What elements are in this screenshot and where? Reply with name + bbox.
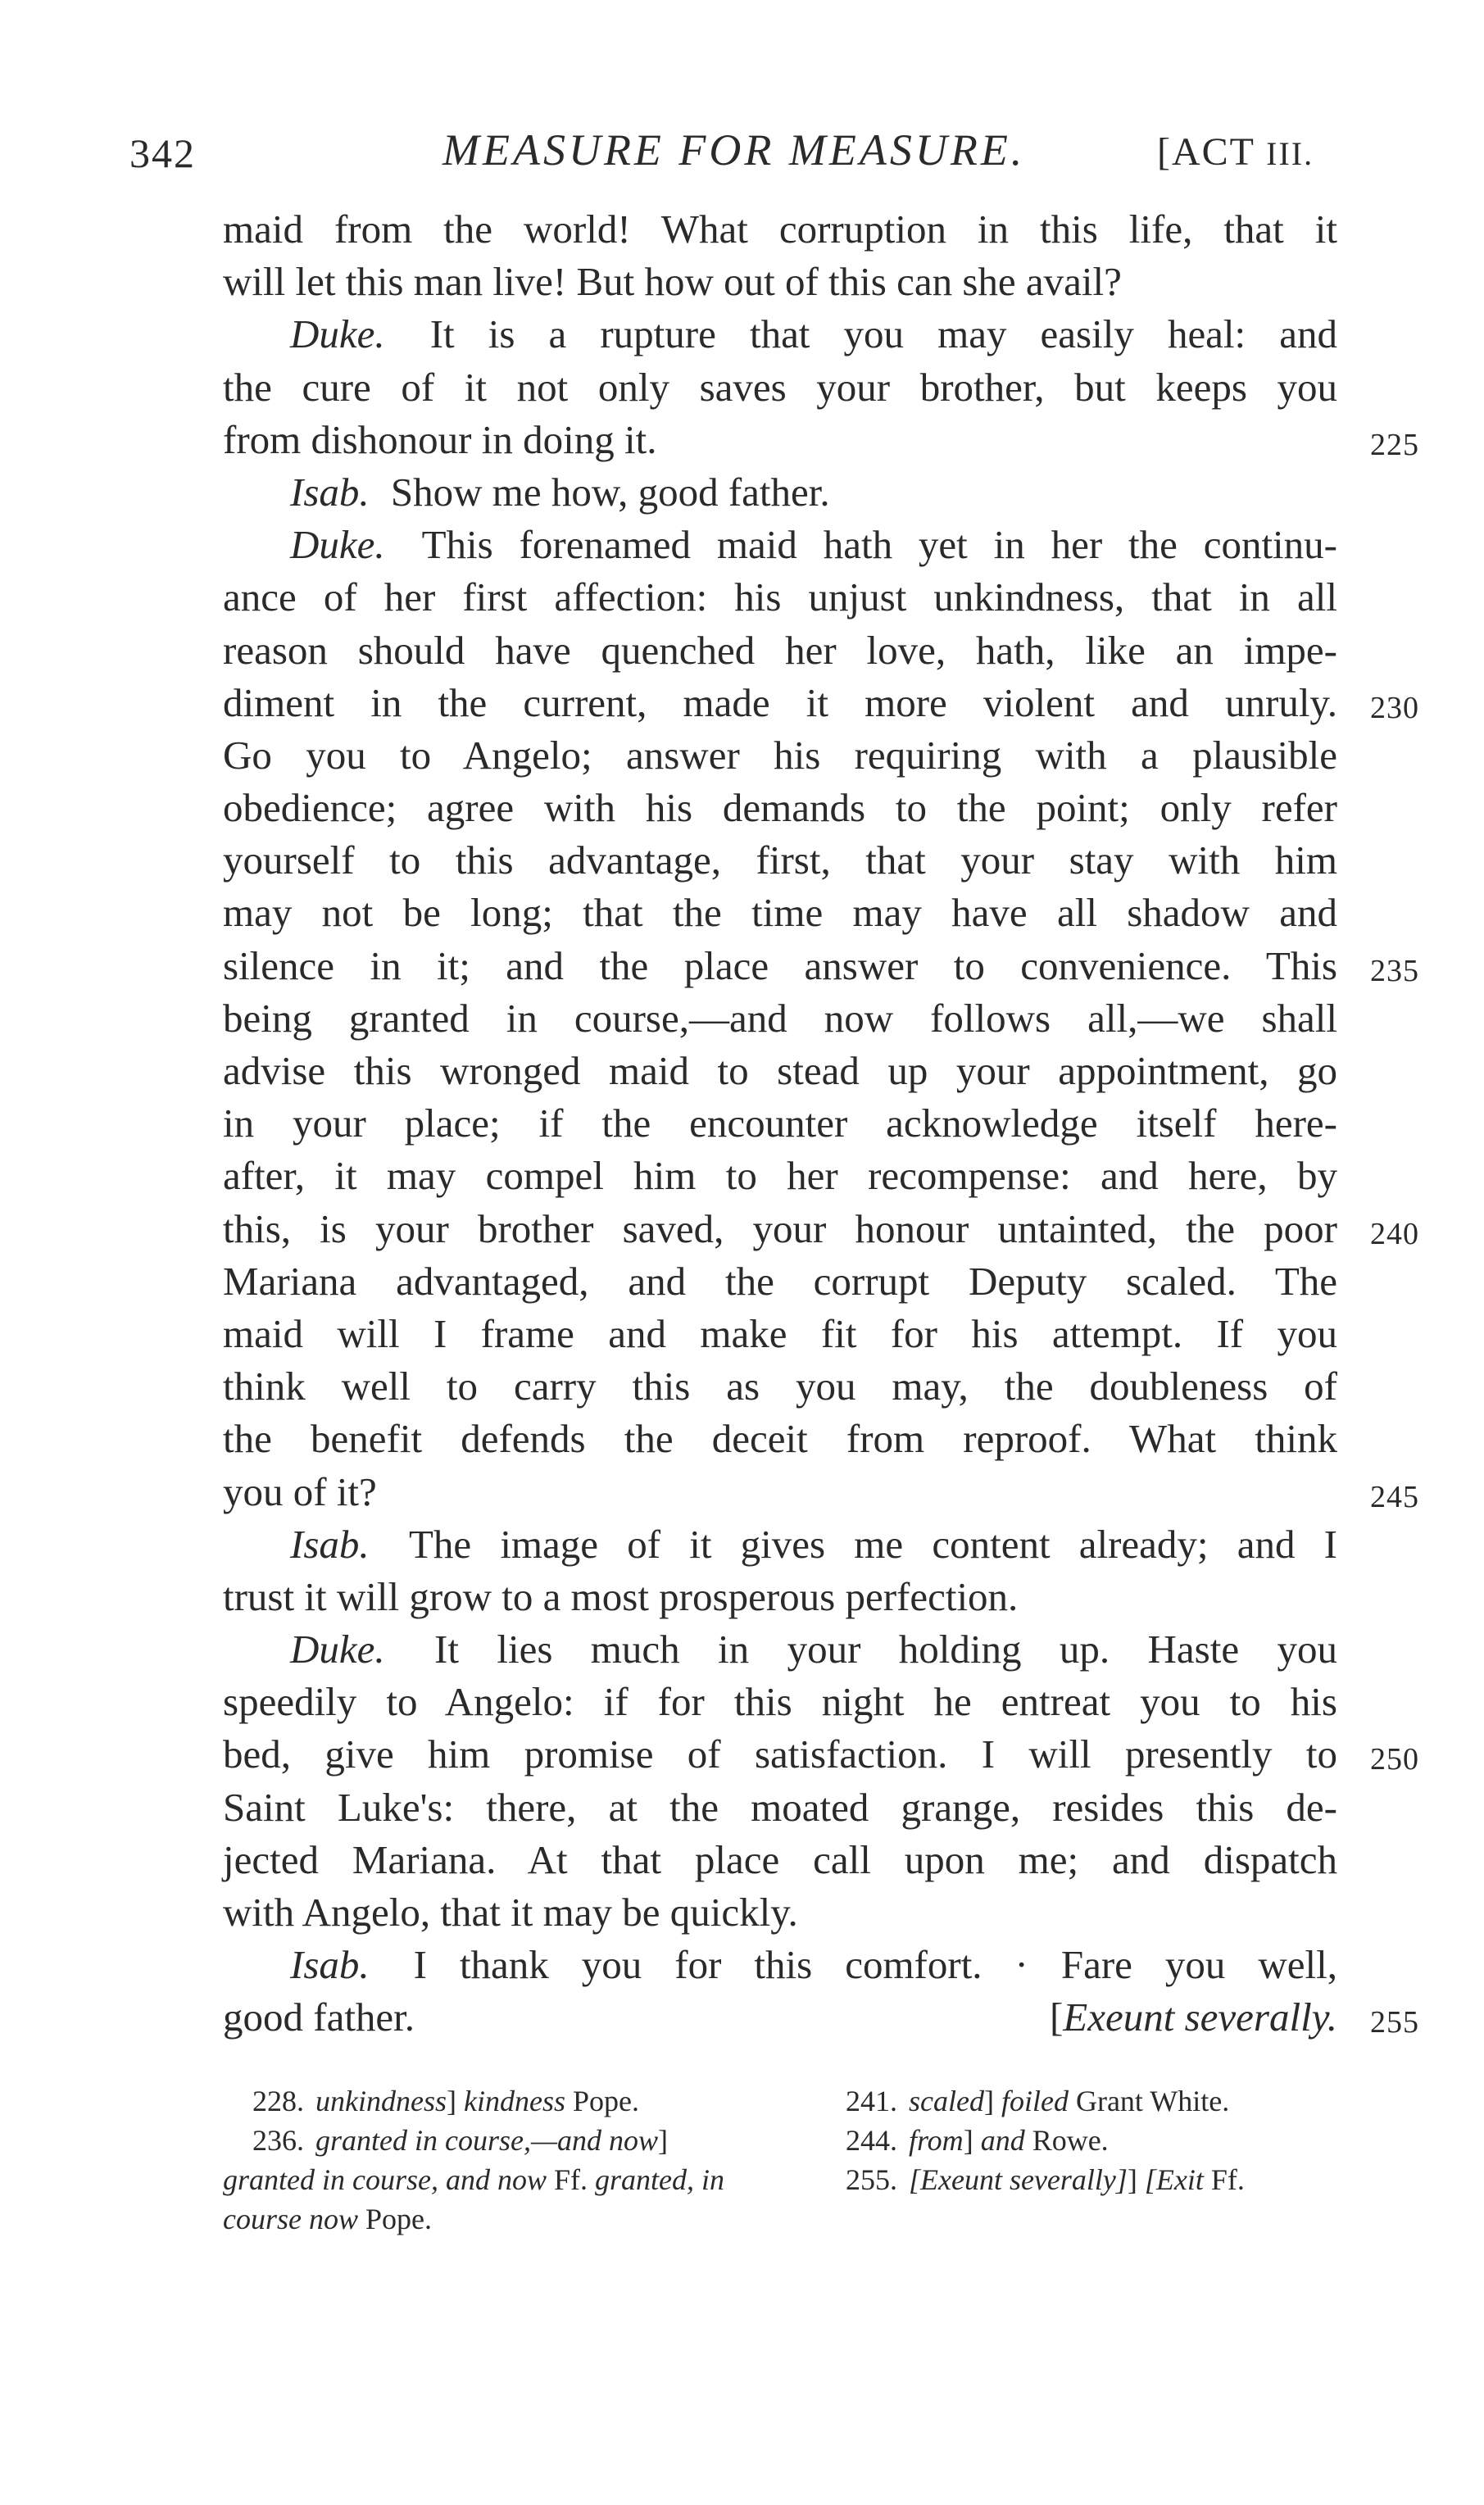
footnote-reading: granted, in course now [223, 2163, 724, 2235]
text-line [223, 414, 1419, 466]
speaker-name: Duke. [290, 522, 385, 568]
line-text [223, 1728, 1337, 1781]
line-number: 245 [1370, 1479, 1419, 1514]
footnotes-left-column [223, 2081, 756, 2239]
text-line [223, 203, 1337, 256]
footnote-reading: and [980, 2124, 1025, 2157]
footnote-line-number: 241. [846, 2085, 897, 2117]
footnote-lemma: scaled [909, 2085, 984, 2117]
line-text [223, 887, 1337, 939]
footnote-reading: [Exit [1144, 2163, 1204, 2196]
footnote-line-number: 244. [846, 2124, 897, 2157]
line-content: Mariana advantaged, and the corrupt Deputy scaled. The [223, 1258, 1337, 1304]
line-content: this, is your brother saved, your honour untainted, the poor [223, 1205, 1337, 1251]
text-line [223, 1255, 1337, 1308]
text-line [223, 624, 1337, 677]
line-text [223, 834, 1337, 887]
text-line [223, 308, 1337, 361]
running-header [123, 113, 1401, 187]
text-line [223, 1413, 1337, 1465]
line-text [223, 466, 830, 519]
line-content: good father. [223, 1994, 415, 2040]
act-numeral: III. [1266, 135, 1314, 172]
line-text [223, 1518, 1337, 1571]
speaker-name: Isab. [290, 1942, 370, 1988]
footnote-lemma: unkindness [315, 2085, 447, 2117]
line-text [223, 1571, 1018, 1623]
footnote-source: Ff. [553, 2163, 588, 2196]
text-line [223, 519, 1337, 571]
line-content: ance of her first affection: his unjust unkindness, that in all [223, 574, 1337, 620]
footnote-source: Pope. [365, 2203, 432, 2235]
line-text [223, 1676, 1337, 1728]
text-line [223, 1308, 1337, 1360]
line-content: after, it may compel him to her recompense: and here, by [223, 1153, 1337, 1199]
footnote-lemma: from [909, 2124, 964, 2157]
footnote-main: 241. scaled] foiled Grant White. [846, 2085, 1230, 2117]
footnotes-right-column [846, 2081, 1378, 2199]
line-text [223, 729, 1337, 782]
text-line [223, 1571, 1337, 1623]
play-text [223, 203, 1419, 2044]
footnote-line-number: 236. [252, 2124, 304, 2157]
line-text [223, 1834, 1337, 1886]
footnote [846, 2121, 1378, 2160]
line-content: The image of it gives me content already; and I [408, 1521, 1337, 1567]
line-text [223, 624, 1337, 677]
stage-direction-text: Exeunt severally. [1063, 1994, 1337, 2040]
text-line [223, 1097, 1337, 1150]
line-content: yourself to this advantage, first, that your stay with him [223, 837, 1337, 883]
footnote-main: 228. unkindness] kindness Pope. [252, 2085, 639, 2117]
line-content: Show me how, good father. [390, 469, 830, 515]
footnote [223, 2121, 756, 2239]
stage-direction [1050, 1991, 1337, 2044]
line-text [223, 940, 1337, 992]
line-text [223, 256, 1122, 308]
line-content: advise this wronged maid to stead up your appointment, go [223, 1048, 1337, 1093]
line-content: the cure of it not only saves your brother, but keeps you [223, 364, 1337, 410]
line-text [223, 1991, 415, 2044]
footnote [223, 2081, 756, 2121]
footnote [846, 2081, 1378, 2121]
footnote-main: 255. [Exeunt severally]] [Exit Ff. [846, 2163, 1245, 2196]
footnote-reading: kindness [463, 2085, 565, 2117]
line-content: obedience; agree with his demands to the point; only refer [223, 785, 1337, 831]
line-content: from dishonour in doing it. [223, 416, 657, 462]
footnote-reading: granted in course, and now [223, 2163, 547, 2196]
footnote-main: 236. granted in course,—and now] granted in course, and now Ff. [223, 2124, 668, 2196]
line-text [223, 782, 1337, 834]
page-number: 342 [129, 130, 196, 176]
line-content: you of it? [223, 1468, 377, 1514]
text-line [223, 834, 1337, 887]
text-line [223, 729, 1337, 782]
line-text [223, 308, 1337, 361]
line-content: maid will I frame and make fit for his attempt. If you [223, 1310, 1337, 1356]
line-text [223, 1308, 1337, 1360]
text-line [223, 1728, 1419, 1781]
footnote-main: 244. from] and Rowe. [846, 2124, 1109, 2157]
text-line [223, 466, 1337, 519]
line-content: speedily to Angelo: if for this night he entreat you to his [223, 1679, 1337, 1725]
text-line [223, 1886, 1337, 1939]
line-content: being granted in course,—and now follows all,—we shall [223, 995, 1337, 1041]
line-number: 230 [1370, 690, 1419, 725]
line-text [223, 1150, 1337, 1202]
line-content: Go you to Angelo; answer his requiring with a plausible [223, 732, 1337, 778]
line-text [223, 1413, 1337, 1465]
line-text [223, 519, 1337, 571]
line-content: with Angelo, that it may be quickly. [223, 1890, 798, 1935]
line-text [223, 414, 656, 466]
line-text [223, 571, 1337, 624]
line-text [223, 1886, 798, 1939]
line-number: 240 [1370, 1216, 1419, 1251]
text-line [223, 677, 1419, 729]
line-text [223, 203, 1337, 256]
footnote [846, 2160, 1378, 2199]
line-text [223, 1466, 377, 1518]
text-line [223, 1518, 1337, 1571]
line-text [223, 1781, 1337, 1834]
running-title: MEASURE FOR MEASURE. [442, 125, 1026, 175]
line-text [223, 677, 1337, 729]
text-line [223, 1045, 1337, 1097]
line-content: think well to carry this as you may, the doubleness of [223, 1364, 1337, 1409]
text-line [223, 1991, 1419, 2044]
footnote-lemma: [Exeunt severally] [909, 2163, 1128, 2196]
line-content: maid from the world! What corruption in this life, that it [223, 206, 1337, 252]
speaker-name: Isab. [290, 469, 370, 515]
footnote-source: Rowe. [1032, 2124, 1109, 2157]
line-number: 250 [1370, 1742, 1419, 1777]
speaker-name: Duke. [290, 311, 385, 357]
line-text [223, 361, 1337, 414]
text-line [223, 1150, 1337, 1202]
line-content: Saint Luke's: there, at the moated grange, resides this de- [223, 1784, 1337, 1830]
text-line [223, 361, 1337, 414]
text-line [223, 782, 1337, 834]
line-number: 255 [1370, 2005, 1419, 2040]
line-content: I thank you for this comfort. · Fare you well, [413, 1942, 1338, 1988]
footnote-line-number: 228. [252, 2085, 304, 2117]
text-line [223, 1939, 1337, 1991]
footnote-source: Pope. [572, 2085, 639, 2117]
line-content: reason should have quenched her love, hath, like an impe- [223, 627, 1337, 673]
footnote-lemma: granted in course,—and now [315, 2124, 658, 2157]
act-bracket: [ACT [1157, 130, 1255, 174]
line-content: will let this man live! But how out of this can she avail? [223, 259, 1122, 305]
line-text [223, 1255, 1337, 1308]
stage-direction-bracket: [ [1049, 1994, 1064, 2040]
line-text [223, 992, 1337, 1045]
speaker-name: Duke. [290, 1627, 385, 1672]
text-line [223, 1834, 1337, 1886]
text-line [223, 1203, 1419, 1255]
text-line [223, 571, 1337, 624]
footnote-reading: foiled [1001, 2085, 1069, 2117]
footnote-source: Grant White. [1075, 2085, 1230, 2117]
line-content: trust it will grow to a most prosperous perfection. [223, 1573, 1019, 1619]
line-content: jected Mariana. At that place call upon me; and dispatch [223, 1836, 1337, 1882]
text-line [223, 1781, 1337, 1834]
line-content: It is a rupture that you may easily heal: and [429, 311, 1338, 357]
line-text [223, 1097, 1337, 1150]
line-text [223, 1939, 1337, 1991]
line-text [223, 1045, 1337, 1097]
line-content: in your place; if the encounter acknowledge itself here- [223, 1100, 1337, 1146]
footnote-source: Ff. [1210, 2163, 1245, 2196]
text-line [223, 887, 1337, 939]
line-content: This forenamed maid hath yet in her the continu- [421, 522, 1337, 568]
line-number: 235 [1370, 953, 1419, 988]
text-line [223, 1466, 1419, 1518]
footnote-line-number: 255. [846, 2163, 897, 2196]
line-text [223, 1360, 1337, 1413]
speaker-name: Isab. [290, 1521, 370, 1567]
line-content: diment in the current, made it more violent and unruly. [223, 679, 1337, 725]
text-line [223, 940, 1419, 992]
line-number: 225 [1370, 427, 1419, 462]
text-line [223, 1676, 1337, 1728]
line-text [223, 1623, 1337, 1676]
line-content: bed, give him promise of satisfaction. I will presently to [223, 1731, 1337, 1777]
act-label [1157, 129, 1314, 175]
text-line [223, 1360, 1337, 1413]
line-content: may not be long; that the time may have all shadow and [223, 890, 1337, 936]
line-content: the benefit defends the deceit from reproof. What think [223, 1416, 1337, 1462]
line-content: silence in it; and the place answer to convenience. This [223, 942, 1337, 988]
text-line [223, 256, 1337, 308]
line-text [223, 1203, 1337, 1255]
text-line [223, 1623, 1337, 1676]
line-content: It lies much in your holding up. Haste you [434, 1627, 1337, 1672]
text-line [223, 992, 1337, 1045]
